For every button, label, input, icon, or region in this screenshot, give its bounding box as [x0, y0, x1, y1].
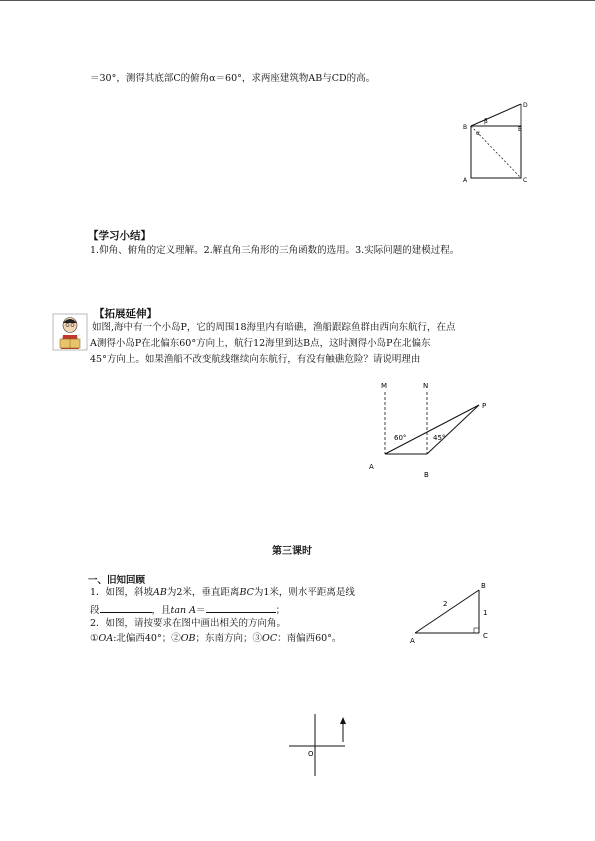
- label-D: D: [523, 102, 528, 109]
- label-A: A: [410, 637, 415, 645]
- island-figure: [365, 378, 495, 483]
- summary-title: 【学习小结】: [88, 230, 151, 242]
- question-1-line-1: 1．如图，斜坡AB为2米，垂直距离BC为1米，则水平距离是线: [90, 587, 355, 598]
- teacher-icon: [52, 313, 88, 351]
- summary-text: 1.仰角、俯角的定义理解。2.解直角三角形的三角函数的选用。3.实际问题的建模过程。: [90, 245, 460, 256]
- direction-axes-figure[interactable]: [285, 712, 355, 778]
- extension-line-2: A测得小岛P在北偏东60°方向上，航行12海里到达B点，这时测得小岛P在北偏东: [90, 338, 431, 349]
- extension-line-3: 45°方向上。如果渔船不改变航线继续向东航行，有没有触礁危险？请说明理由: [90, 354, 421, 365]
- label-alpha: α: [476, 130, 480, 137]
- label-P: P: [482, 402, 487, 410]
- label-N: N: [423, 382, 429, 390]
- label-B: B: [463, 124, 468, 131]
- problem-intro-line: ＝30°，测得其底部C的俯角α＝60°，求两座建筑物AB与CD的高。: [90, 73, 376, 84]
- label-B: B: [424, 471, 429, 479]
- answer-blank-segment[interactable]: [100, 602, 152, 613]
- label-side-bc: 1: [483, 609, 488, 617]
- slope-triangle-figure: [405, 578, 500, 646]
- building-figure: [460, 95, 535, 185]
- label-beta: β: [484, 118, 488, 125]
- label-A: A: [463, 177, 468, 184]
- lesson-3-title: 第三课时: [272, 546, 312, 557]
- page-top-rule: [0, 0, 595, 1]
- question-1-line-2: 段 ，且tan A＝ ；: [90, 602, 285, 618]
- extension-title: 【拓展延伸】: [94, 308, 157, 320]
- question-2-items: ①OA:北偏西40°；②OB；东南方向；③OC：南偏西60°。: [90, 633, 342, 644]
- north-arrow-icon: [340, 717, 346, 724]
- label-M: M: [381, 382, 388, 390]
- angle-45: 45°: [433, 434, 446, 442]
- angle-60: 60°: [394, 434, 407, 442]
- label-O: O: [308, 750, 314, 758]
- answer-blank-tan[interactable]: [206, 602, 276, 613]
- label-E: E: [518, 126, 522, 133]
- label-C: C: [523, 177, 528, 184]
- extension-line-1: 如图,海中有一个小岛P，它的周围18海里内有暗礁，渔船跟踪鱼群由西向东航行，在点: [92, 322, 456, 333]
- label-A: A: [369, 463, 374, 471]
- question-2-text: 2．如图，请按要求在图中画出相关的方向角。: [90, 618, 287, 629]
- label-B: B: [481, 582, 486, 590]
- label-C: C: [483, 632, 488, 640]
- review-section-title: 一、旧知回顾: [88, 575, 146, 586]
- label-side-ab: 2: [443, 600, 448, 608]
